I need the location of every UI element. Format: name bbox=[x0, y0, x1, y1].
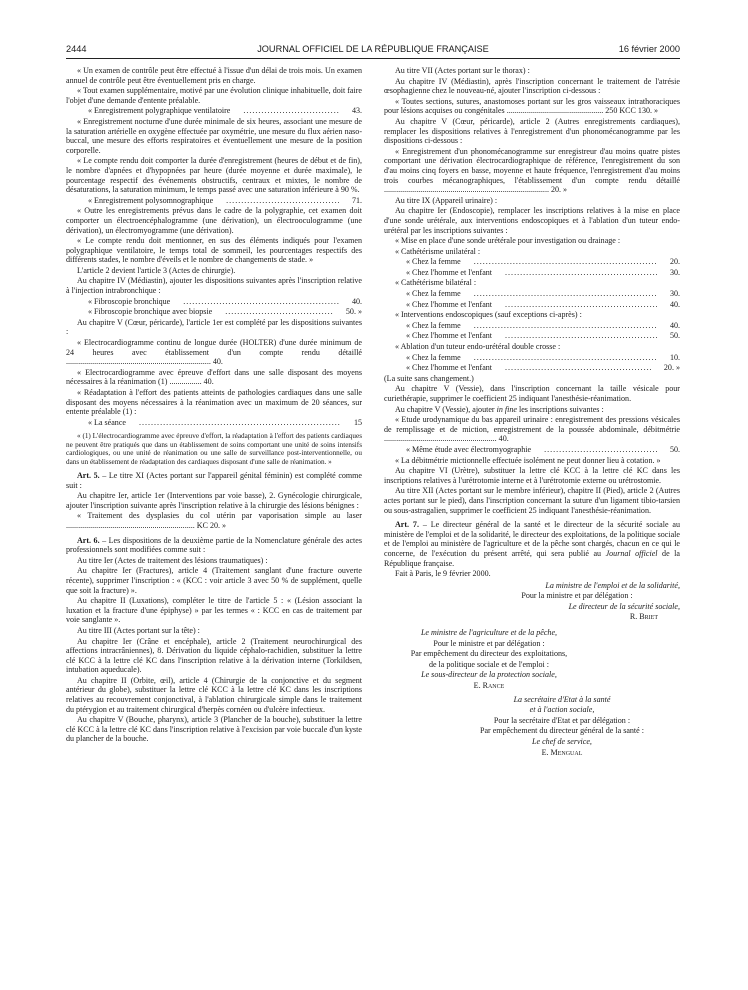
paragraph: Au chapitre IV (Médiastin), après l'inscription concernant le traitement de l'atrésie œsophagienne chez le nouveau-né, ajouter l'inscription ci-dessous : bbox=[384, 76, 680, 96]
signature-block-3: La secrétaire d'Etat à la santé et à l'action sociale, Pour la secrétaire d'Etat et par délégation : Par empêchement du directeur général de la santé : Le chef de service, E. Mengual bbox=[480, 694, 644, 757]
left-column bbox=[66, 66, 362, 745]
paragraph: Au chapitre Ier (Fractures), article 4 (Traitement sanglant d'une fracture ouverte récente), supprimer l'inscription : « (KCC : voir article 3 avec 50 % de supplément, quelle que soit la fracture) ». bbox=[66, 566, 362, 595]
right-column bbox=[384, 66, 680, 758]
paragraph: Au titre XII (Actes portant sur le membre inférieur), chapitre II (Pied), article 2 (Autres actes portant sur le pied), dans l'inscription concernant la suture d'un ligament tibio-tarsien ou sous-astragalien, supprimer le coefficient 25 indiquant l'anesthésie-réanimation. bbox=[384, 486, 680, 515]
signature-block-2: Le ministre de l'agriculture et de la pêche, Pour le ministre et par délégation : Par empêchement du directeur des exploitations, de la politique sociale et de l'emploi : Le sous-directeur de la protection sociale, E. Rance bbox=[410, 628, 568, 691]
paragraph: « Enregistrement nocturne d'une durée minimale de six heures, associant une mesure de la saturation artérielle en oxygène effectuée par oxymétrie, une mesure du flux aérien naso-buccal, une mesure des efforts respiratoires et éventuellement une mesure de la position corporelle. bbox=[66, 116, 362, 155]
paragraph: L'article 2 devient l'article 3 (Actes de chirurgie). bbox=[77, 265, 236, 275]
signature-block-1: La ministre de l'emploi et de la solidarité, Pour la ministre et par délégation : Le directeur de la sécurité sociale, R. Briet bbox=[521, 580, 680, 622]
paragraph: « Outre les enregistrements prévus dans le cadre de la polygraphie, cet examen doit comporter un électroencéphalogramme (une dérivation), un électrooculogramme (une dérivation), un électromyogramme (une dérivation). bbox=[66, 206, 362, 235]
paragraph: Au chapitre Ier, article 1er (Interventions par voie basse), 2. Gynécologie chirurgicale, ajouter l'inscription suivante après l'inscription relative à la chirurgie des lésions bénignes : bbox=[66, 491, 362, 510]
paragraph: Au chapitre Ier (Endoscopie), remplacer les inscriptions relatives à la mise en place d'une sonde urétérale, aux interventions endoscopiques et à l'ablation d'un tuteur endo-urétéral par les inscriptions suivantes : bbox=[384, 206, 680, 235]
paragraph: Au chapitre Ier (Crâne et encéphale), article 2 (Traitement neurochirurgical des affections intracrâniennes), 8. Dérivation du liquide céphalo-rachidien, substituer la lettre clé KCC à la lettre clé KC dans l'inscription relative à la dérivation interne (Torkildsen, intubation aqueducale). bbox=[66, 636, 362, 675]
paragraph: Au chapitre V (Vessie), dans l'inscription concernant la taille vésicale pour curiethérapie, supprimer le coefficient 25 indiquant l'anesthésie-réanimation. bbox=[384, 384, 680, 403]
paragraph: « Réadaptation à l'effort des patients atteints de pathologies cardiaques dans une salle disposant des moyens nécessaires à la réanimation avec un maximum de 20 séances, sur entente préalable (1) : bbox=[66, 388, 362, 417]
paragraph: « Electrocardiogramme avec épreuve d'effort dans une salle disposant des moyens nécessaires à la réanimation (1) ................ 40. bbox=[66, 367, 362, 387]
paragraph: Au chapitre V (Cœur, péricarde), l'article 1er est complété par les dispositions suivantes : bbox=[66, 317, 362, 337]
paragraph: Au chapitre IV (Médiastin), ajouter les dispositions suivantes après l'inscription relative à l'injection intrabronchique : bbox=[66, 276, 362, 296]
article-5: Art. 5. – Le titre XI (Actes portant sur l'appareil génital féminin) est complété comme suit : bbox=[66, 471, 363, 490]
paragraph: « Electrocardiogramme continu de longue durée (HOLTER) d'une durée minimum de 24 heures avec établissement d'un compte rendu détaillé ........................................................................ 40. bbox=[66, 338, 362, 367]
tariff-line: « Chez la femme ..... 40. bbox=[384, 321, 680, 331]
paragraph: « Enregistrement d'un phonomécanogramme sur enregistreur d'au moins quatre pistes comportant une dérivation électrocardiographique de référence, l'enregistrement du son d'au moins cinq foyers en basse, moyenne et haute fréquence, l'enregistrement d'au moins trois courbes mécanographiques, l'établissement d'un compte rendu détaillé .................................................................................. 20. » bbox=[384, 146, 680, 195]
paragraph: « La débitmétrie mictionnelle effectuée isolément ne peut donner lieu à cotation. » bbox=[395, 455, 661, 465]
paragraph: Au titre IX (Appareil urinaire) : bbox=[395, 195, 498, 205]
paragraph: « Cathétérisme unilatéral : bbox=[395, 246, 481, 256]
header-rule bbox=[66, 58, 680, 59]
signature-date: Fait à Paris, le 9 février 2000. bbox=[395, 569, 491, 579]
page-header bbox=[66, 44, 680, 58]
tariff-line: « Même étude avec électromyographie ..... 50. bbox=[384, 445, 680, 455]
paragraph: « Etude urodynamique du bas appareil urinaire : enregistrement des pressions vésicales de remplissage et de miction, enregistrement de la poussée abdominale, débitmétrie ........................................................ 40. bbox=[384, 415, 680, 444]
journal-title: JOURNAL OFFICIEL DE LA RÉPUBLIQUE FRANÇAISE bbox=[257, 44, 489, 54]
paragraph: Au titre VII (Actes portant sur le thorax) : bbox=[395, 66, 530, 75]
paragraph: « Cathétérisme bilatéral : bbox=[395, 278, 477, 288]
tariff-line: « Fibroscopie bronchique ..... 40. bbox=[66, 297, 362, 307]
paragraph: « Ablation d'un tuteur endo-urétéral double crosse : bbox=[395, 342, 561, 352]
article-7: Art. 7. – Le directeur général de la santé et le directeur de la sécurité sociale au ministère de l'emploi et de la solidarité, le directeur des exploitations, de la politique sociale et de l'emploi au ministère de l'agriculture et de la pêche sont chargés, chacun en ce qui le concerne, de l'exécution du présent arrêté, qui sera publié au Journal officiel de la République française. bbox=[384, 520, 680, 568]
paragraph: « Tout examen supplémentaire, motivé par une évolution clinique inhabituelle, doit faire l'objet d'une demande d'entente préalable. bbox=[66, 86, 362, 105]
paragraph: Au titre III (Actes portant sur la tête) : bbox=[77, 625, 200, 635]
tariff-line: « Chez la femme ..... 20. bbox=[384, 257, 680, 267]
paragraph: Au chapitre V (Bouche, pharynx), article 3 (Plancher de la bouche), substituer la lettre clé KCC à la lettre clé KC dans l'inscription relative à l'excision par voie buccale d'un kyste du plancher de la bouche. bbox=[66, 715, 362, 744]
paragraph: « Interventions endoscopiques (sauf exceptions ci-après) : bbox=[395, 310, 582, 320]
paragraph: Au chapitre VI (Urètre), substituer la lettre clé KCC à la lettre clé KC dans les inscriptions relatives à l'urétrotomie interne et à l'urétrotomie externe ou urétrostomie. bbox=[384, 466, 680, 485]
tariff-line: « La séance ..... 15 bbox=[66, 418, 362, 428]
page-number: 2444 bbox=[66, 44, 87, 54]
paragraph: Au chapitre II (Luxations), compléter le titre de l'article 5 : « (Lésion associant la luxation et la fracture d'une épiphyse) » par les termes « : KCC en cas de traitement par voie sanglante ». bbox=[66, 596, 362, 625]
tariff-line: « Chez l'homme et l'enfant ..... 20. » bbox=[384, 363, 680, 373]
paragraph: « Toutes sections, sutures, anastomoses portant sur les gros vaisseaux intrathoraciques pour lésions acquises ou congénitales ................................................ 250 KCC 130. » bbox=[384, 96, 680, 116]
paragraph: (La suite sans changement.) bbox=[384, 373, 474, 383]
tariff-line: « Enregistrement polygraphique ventilatoire ..... 43. bbox=[66, 106, 362, 116]
paragraph: Au chapitre II (Orbite, œil), article 4 (Chirurgie de la conjonctive et du segment antérieur du globe), substituer la lettre clé KCC à la lettre clé KC dans les inscriptions relatives au recouvrement conjonctival, à l'ablation chirurgicale simple dans le traitement du ptérygion et au traitement chirurgical d'herpès cornéen ou d'ulcère infectieux. bbox=[66, 675, 362, 714]
tariff-line: « Chez l'homme et l'enfant ..... 40. bbox=[384, 300, 680, 310]
paragraph: « Le compte rendu doit mentionner, en sus des éléments indiqués pour l'examen polygraphique ventilatoire, le temps total de sommeil, les pourcentages respectifs des différents stades, le nombre d'éveils et le nombre de changements de stade. » bbox=[66, 236, 362, 265]
paragraph: « Un examen de contrôle peut être effectué à l'issue d'un délai de trois mois. Un examen annuel de contrôle peut être éventuellement pris en charge. bbox=[66, 66, 362, 85]
paragraph: Au chapitre V (Cœur, péricarde), article 2 (Autres enregistrements cardiaques), remplacer les dispositions relatives à l'enregistrement d'un phonomécanogramme par les dispositions ci-dessous : bbox=[384, 116, 680, 146]
paragraph: « Traitement des dysplasies du col utérin par vaporisation simple au laser ................................................................ KC 20. » bbox=[66, 511, 362, 530]
paragraph: Au titre Ier (Actes de traitement des lésions traumatiques) : bbox=[77, 555, 268, 565]
tariff-line: « Chez l'homme et l'enfant ..... 30. bbox=[384, 268, 680, 278]
paragraph: « Mise en place d'une sonde urétérale pour investigation ou drainage : bbox=[395, 236, 621, 246]
tariff-line: « Chez la femme ..... 30. bbox=[384, 289, 680, 299]
paragraph: « Le compte rendu doit comporter la durée d'enregistrement (heures de début et de fin), le nombre d'apnées et d'hypopnées par heure (durée moyenne et durée maximale), le pourcentage respectif des événements obstructifs, centraux et mixtes, le nombre de désaturations, la saturation minimum, le temps passé avec une saturation inférieure à 90 %. bbox=[66, 156, 362, 195]
paragraph: Au chapitre V (Vessie), ajouter in fine les inscriptions suivantes : bbox=[395, 404, 604, 414]
tariff-line: « Fibroscopie bronchique avec biopsie ..... 50. » bbox=[66, 307, 362, 317]
article-6: Art. 6. – Les dispositions de la deuxième partie de la Nomenclature générale des actes professionnels sont modifiées comme suit : bbox=[66, 535, 362, 555]
footnote: « (1) L'électrocardiogramme avec épreuve d'effort, la réadaptation à l'effort des patients cardiaques ne peuvent être pratiqués que dans un établissement de soins comportant une unité de soins intensifs cardiologiques, ou une unité de réanimation ou une salle de surveillance post-interventionnelle, ou dans un établissement de réadaptation des cardiaques disposant d'une salle de réanimation. » bbox=[66, 432, 362, 466]
issue-date: 16 février 2000 bbox=[618, 44, 680, 54]
tariff-line: « Chez la femme ..... 10. bbox=[384, 353, 680, 363]
tariff-line: « Chez l'homme et l'enfant ..... 50. bbox=[384, 331, 680, 341]
tariff-line: « Enregistrement polysomnographique ..... 71. bbox=[66, 196, 362, 206]
